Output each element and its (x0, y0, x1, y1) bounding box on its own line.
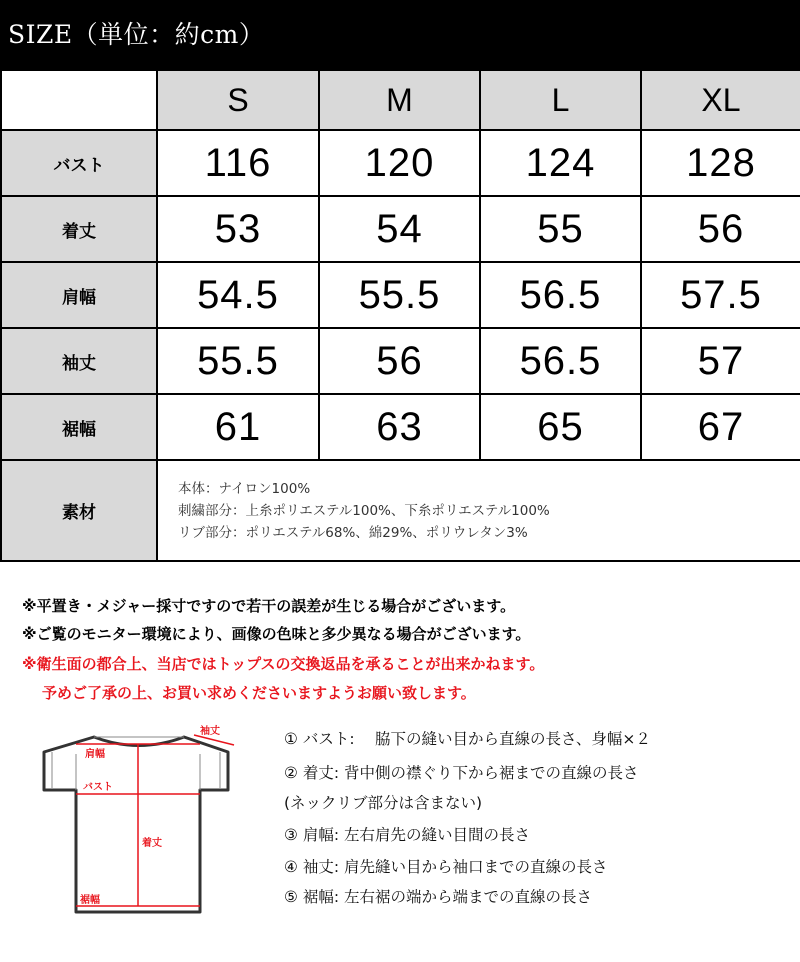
bust-label: バスト (83, 782, 113, 793)
note-measurement: ※平置き・メジャー採寸ですので若干の誤差が生じる場合がございます。 (22, 597, 516, 615)
value-cell: 67 (641, 394, 800, 460)
row-label: バスト (1, 130, 157, 196)
value-cell: 56 (641, 196, 800, 262)
legend-item-length-note: (ネックリブ部分は含まない) (284, 794, 483, 812)
value-cell: 57 (641, 328, 800, 394)
row-label: 裾幅 (1, 394, 157, 460)
material-line: リブ部分：ポリエステル68%、綿29%、ポリウレタン3% (178, 524, 528, 541)
size-col-header: L (480, 70, 641, 130)
size-col-header: M (319, 70, 480, 130)
value-cell: 56 (319, 328, 480, 394)
value-cell: 120 (319, 130, 480, 196)
value-cell: 54 (319, 196, 480, 262)
tshirt-measurement-diagram (30, 722, 245, 917)
value-cell: 124 (480, 130, 641, 196)
note-acknowledge: 予めご了承の上、お買い求めくださいますようお願い致します。 (42, 684, 476, 702)
size-col-header: S (157, 70, 319, 130)
value-cell: 63 (319, 394, 480, 460)
table-row (1, 196, 800, 262)
sleeve-label: 袖丈 (200, 726, 220, 737)
value-cell: 56.5 (480, 262, 641, 328)
table-row (1, 394, 800, 460)
material-row (1, 460, 800, 561)
header-bar (0, 0, 800, 69)
row-label: 肩幅 (1, 262, 157, 328)
material-line: 本体：ナイロン100% (178, 480, 311, 497)
value-cell: 56.5 (480, 328, 641, 394)
legend-item-sleeve: ④ 袖丈: 肩先縫い目から袖口までの直線の長さ (284, 858, 608, 876)
value-cell: 55 (480, 196, 641, 262)
value-cell: 65 (480, 394, 641, 460)
material-label: 素材 (1, 460, 157, 561)
size-col-header: XL (641, 70, 800, 130)
size-table (0, 69, 800, 562)
size-header-row (1, 70, 800, 130)
page-title: SIZE（単位：約cm） (8, 20, 265, 49)
legend-item-hem: ⑤ 裾幅: 左右裾の端から端までの直線の長さ (284, 888, 592, 906)
shoulder-label: 肩幅 (85, 749, 105, 760)
table-row (1, 262, 800, 328)
note-no-returns: ※衛生面の都合上、当店ではトップスの交換返品を承ることが出来かねます。 (22, 655, 545, 673)
value-cell: 128 (641, 130, 800, 196)
legend-item-bust: ① バスト: 脇下の縫い目から直線の長さ、身幅×２ (284, 730, 651, 748)
value-cell: 53 (157, 196, 319, 262)
note-monitor: ※ご覧のモニター環境により、画像の色味と多少異なる場合がございます。 (22, 625, 531, 643)
row-label: 袖丈 (1, 328, 157, 394)
table-row (1, 328, 800, 394)
value-cell: 55.5 (157, 328, 319, 394)
corner-cell (1, 70, 157, 130)
material-line: 刺繍部分：上糸ポリエステル100%、下糸ポリエステル100% (178, 502, 550, 519)
value-cell: 116 (157, 130, 319, 196)
legend-item-length: ② 着丈: 背中側の襟ぐり下から裾までの直線の長さ (284, 764, 639, 782)
material-details (157, 460, 800, 561)
value-cell: 54.5 (157, 262, 319, 328)
hem-label: 裾幅 (80, 895, 100, 906)
legend-item-shoulder: ③ 肩幅: 左右肩先の縫い目間の長さ (284, 826, 530, 844)
row-label: 着丈 (1, 196, 157, 262)
value-cell: 57.5 (641, 262, 800, 328)
value-cell: 55.5 (319, 262, 480, 328)
value-cell: 61 (157, 394, 319, 460)
length-label: 着丈 (142, 838, 162, 849)
table-row (1, 130, 800, 196)
